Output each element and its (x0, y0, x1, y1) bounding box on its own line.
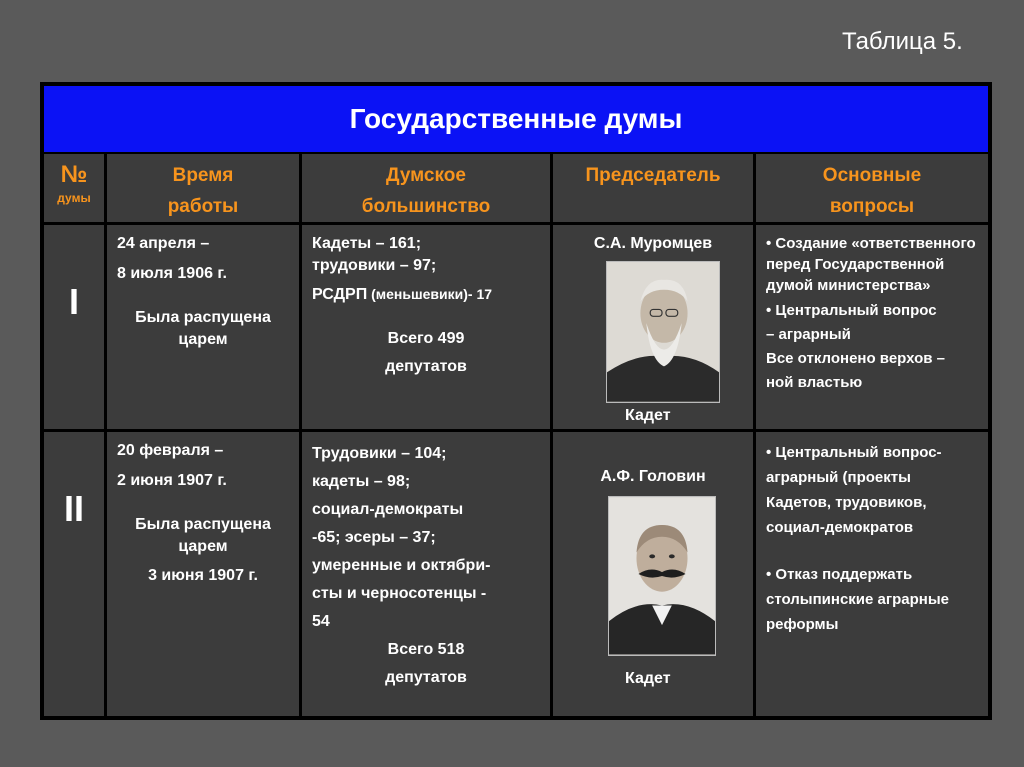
row2-chair-party: Кадет (625, 670, 671, 687)
header-issues-line2: вопросы (829, 196, 915, 217)
row2-maj-1: Трудовики – 104; (312, 445, 447, 462)
row1-maj-1: Кадеты – 161; (312, 235, 422, 252)
row2-num (44, 432, 104, 716)
row2-chair-name: А.Ф. Головин (600, 468, 706, 485)
header-majority (302, 154, 550, 222)
row1-num-text: I (68, 281, 79, 322)
row1-num (44, 225, 104, 429)
row2-num-text: II (63, 488, 84, 529)
duma-table (40, 82, 992, 720)
row2-dissolved-1: Была распущена (135, 516, 271, 533)
header-majority-line2: большинство (361, 196, 491, 217)
row2-maj-3: социал-демократы (312, 501, 464, 518)
row1-majority (302, 225, 550, 429)
header-majority-line1: Думское (386, 165, 466, 186)
row1-maj-2: трудовики – 97; (312, 257, 437, 274)
row2-maj-6: сты и черносотенцы - (312, 585, 487, 602)
header-time (107, 154, 299, 222)
portrait-muromtsev (606, 261, 720, 403)
row1-issue-2: • Центральный вопрос (766, 302, 937, 319)
row2-issue-1: • Центральный вопрос-аграрный (проекты Кадетов, трудовиков, социал-демократов (766, 444, 942, 536)
row1-issue-5: ной властью (766, 374, 863, 391)
header-num (44, 154, 104, 222)
row1-chair (553, 225, 753, 429)
table-title: Государственные думы (44, 86, 988, 152)
row2-issue-2: • Отказ поддержать столыпинские аграрные реформы (766, 566, 950, 633)
row2-maj-7: 54 (312, 613, 330, 630)
row1-time (107, 225, 299, 429)
row2-issues (756, 432, 988, 716)
row1-issue-3: – аграрный (766, 326, 851, 343)
row1-dissolved-1: Была распущена (135, 309, 271, 326)
header-time-line2: работы (167, 196, 239, 217)
header-issues-line1: Основные (822, 165, 922, 186)
row2-total-1: Всего 518 (387, 641, 465, 658)
row2-time-end: 2 июня 1907 г. (117, 472, 227, 489)
row2-maj-4: -65; эсеры – 37; (312, 529, 436, 546)
table-caption: Таблица 5. (842, 28, 963, 55)
row1-time-end: 8 июля 1906 г. (117, 265, 227, 282)
portrait-muromtsev-image (607, 262, 719, 402)
row1-issues (756, 225, 988, 429)
row1-dissolved-2: царем (178, 331, 228, 348)
header-chair (553, 154, 753, 222)
row1-issue-1: • Создание «ответственного перед Государственной думой министерства» (766, 235, 976, 294)
header-issues (756, 154, 988, 222)
row1-chair-name: С.А. Муромцев (593, 235, 713, 252)
row2-chair (553, 432, 753, 716)
header-num-sub: думы (57, 191, 91, 205)
row2-total-2: депутатов (385, 669, 467, 686)
row2-maj-2: кадеты – 98; (312, 473, 411, 490)
row1-time-start: 24 апреля – (117, 235, 210, 252)
row2-majority (302, 432, 550, 716)
row1-total-1: Всего 499 (387, 330, 465, 347)
row1-chair-party: Кадет (625, 407, 671, 424)
row2-time (107, 432, 299, 716)
header-time-line1: Время (172, 165, 234, 186)
header-chair-label: Председатель (585, 165, 721, 186)
row1-maj-rsdrp-note: (меньшевики)- 17 (367, 286, 493, 302)
row1-total-2: депутатов (385, 358, 467, 375)
row1-maj-rsdrp: РСДРП (312, 286, 368, 303)
row2-dissolved-3: 3 июня 1907 г. (148, 567, 258, 584)
portrait-golovin-image (609, 497, 715, 655)
portrait-golovin (608, 496, 716, 656)
header-num-symbol: № (60, 161, 88, 188)
row2-maj-5: умеренные и октябри- (312, 557, 491, 574)
row1-issue-4: Все отклонено верхов – (766, 350, 945, 367)
row2-dissolved-2: царем (178, 538, 228, 555)
row2-time-start: 20 февраля – (117, 442, 224, 459)
